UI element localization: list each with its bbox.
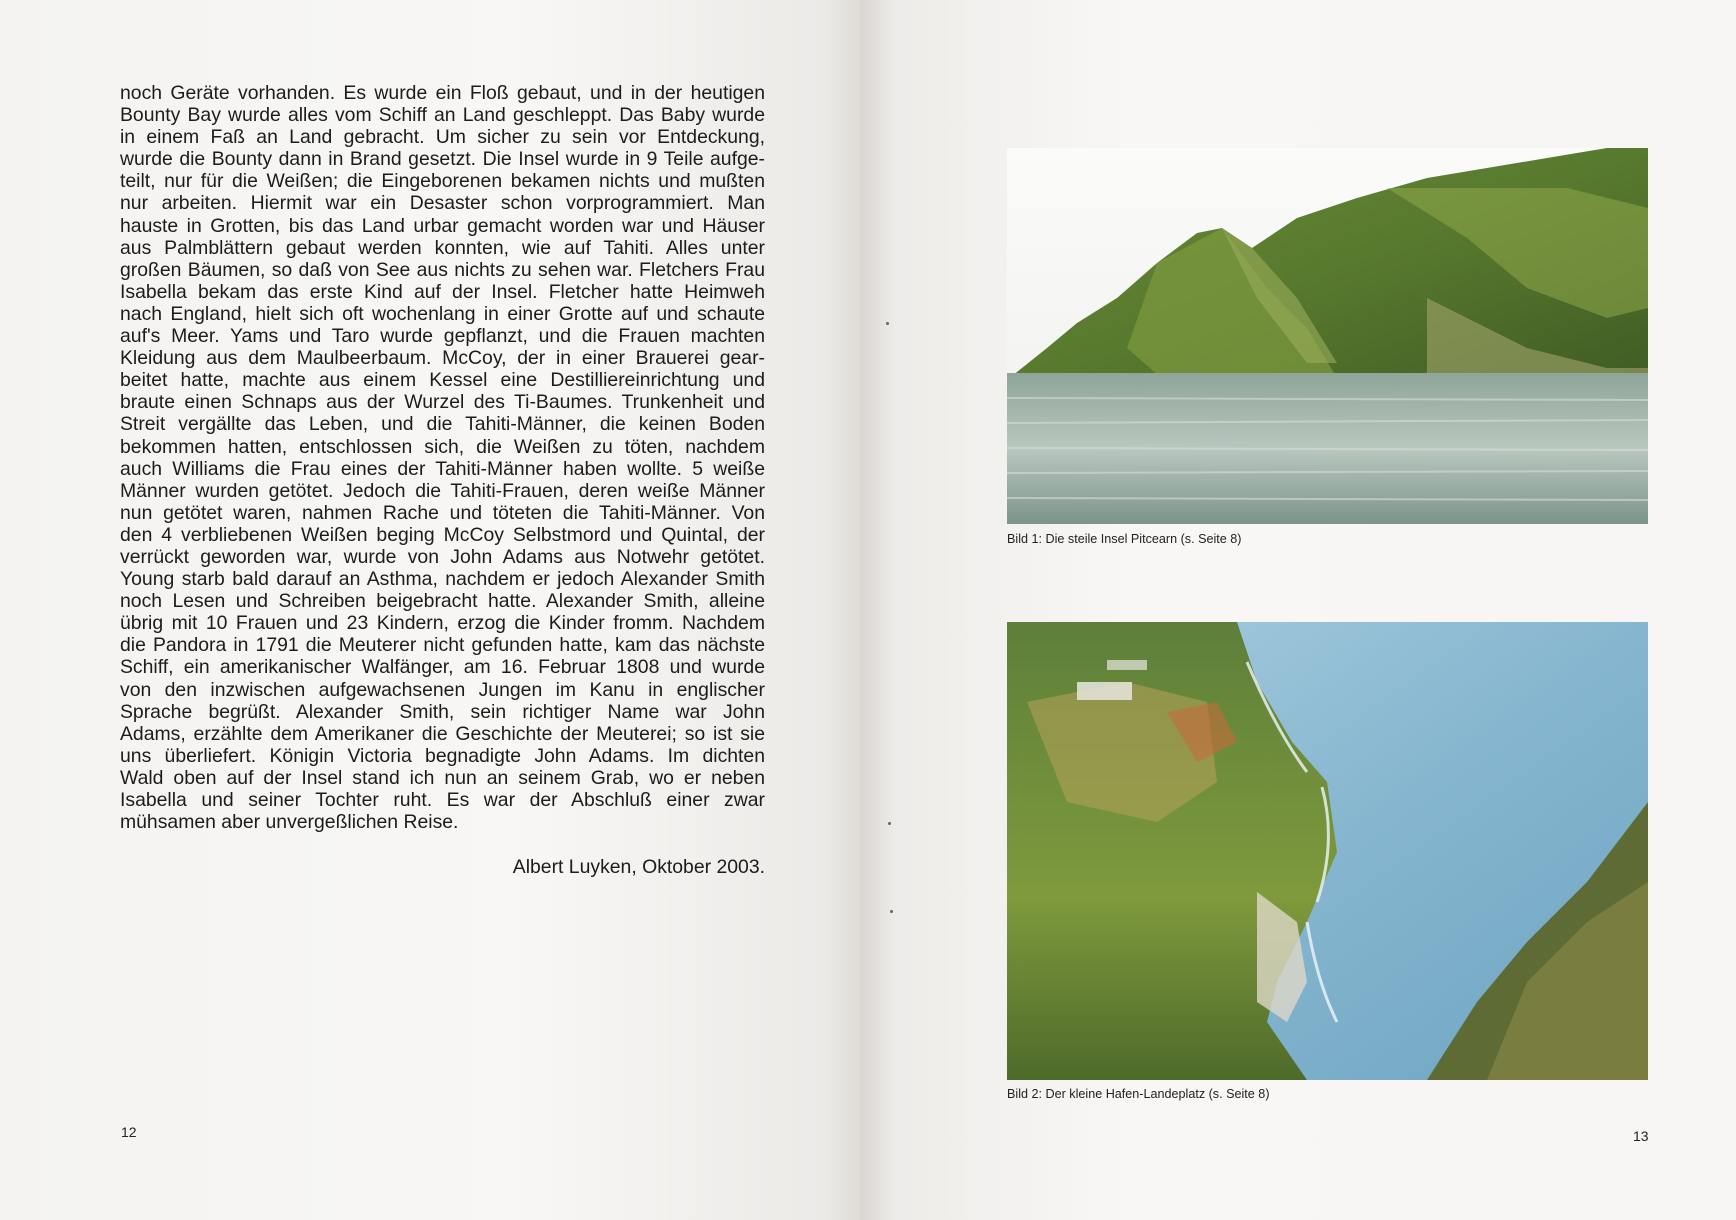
text-line: auf's Meer. Yams und Taro wurde gepflanzt, und die Frauen machten xyxy=(120,325,765,348)
figure-harbour-photo xyxy=(1007,622,1648,1080)
text-line: Männer wurden getötet. Jedoch die Tahiti-Frauen, deren weiße Männer xyxy=(120,479,765,502)
text-line: Isabella und seiner Tochter ruht. Es war der Abschluß einer zwar xyxy=(120,789,765,811)
text-line: hauste in Grotten, bis das Land urbar gemacht worden war und Häuser xyxy=(120,214,765,237)
text-line: bekommen hatten, entschlossen sich, die Weißen zu töten, nachdem xyxy=(120,435,765,458)
text-line: Schiff, ein amerikanischer Walfänger, am 16. Februar 1808 und wurde xyxy=(120,656,765,679)
text-line: verrückt geworden war, wurde von John Adams aus Notwehr getötet. xyxy=(120,545,765,568)
text-line: braute einen Schnaps aus der Wurzel des Ti-Baumes. Trunkenheit und xyxy=(120,391,765,414)
signature: Albert Luyken, Oktober 2003. xyxy=(512,856,765,878)
text-line: von den inzwischen aufgewachsenen Jungen im Kanu in englischer xyxy=(120,678,765,701)
text-line: wurde die Bounty dann in Brand gesetzt. Die Insel wurde in 9 Teile aufge- xyxy=(120,148,765,171)
text-line: auch Williams die Frau eines der Tahiti-Männer haben wollte. 5 weiße xyxy=(120,457,765,480)
text-line: teilt, nur für die Weißen; die Eingeborenen bekamen nichts und mußten xyxy=(120,170,765,193)
text-line: Sprache begrüßt. Alexander Smith, sein richtiger Name war John xyxy=(120,700,765,723)
text-line: den 4 verbliebenen Weißen beging McCoy Selbstmord und Quintal, der xyxy=(120,523,765,546)
body-text xyxy=(120,82,765,833)
text-line: Adams, erzählte dem Amerikaner die Geschichte der Meuterei; so ist sie xyxy=(120,722,765,745)
text-line: Streit vergällte das Leben, und die Tahiti-Männer, die keinen Boden xyxy=(120,413,765,436)
text-line: nun getötet waren, nahmen Rache und töteten die Tahiti-Männer. Von xyxy=(120,501,765,524)
text-line: Isabella bekam das erste Kind auf der Insel. Fletcher hatte Heimweh xyxy=(120,280,765,303)
text-line: uns überliefert. Königin Victoria begnadigte John Adams. Im dichten xyxy=(120,744,765,767)
page-number-left: 12 xyxy=(121,1124,137,1140)
figure1-caption: Bild 1: Die steile Insel Pitcearn (s. Seite 8) xyxy=(1007,532,1242,546)
text-line: Young starb bald darauf an Asthma, nachdem er jedoch Alexander Smith xyxy=(120,568,765,591)
text-line: mühsamen aber unvergeßlichen Reise. xyxy=(120,811,459,834)
text-line: in einem Faß an Land gebracht. Um sicher zu sein vor Entdeckung, xyxy=(120,126,765,149)
text-line: beitet hatte, machte aus einem Kessel eine Destilliereinrichtung und xyxy=(120,369,765,392)
text-line: die Pandora in 1791 die Meuterer nicht gefunden hatte, kam das nächste xyxy=(120,634,765,657)
text-line: übrig mit 10 Frauen und 23 Kindern, erzog die Kinder fromm. Nachdem xyxy=(120,612,765,635)
scan-speck xyxy=(886,322,889,325)
figure2-caption: Bild 2: Der kleine Hafen-Landeplatz (s. Seite 8) xyxy=(1007,1087,1270,1101)
scan-speck xyxy=(888,822,891,825)
scan-speck xyxy=(890,910,893,913)
page-number-right: 13 xyxy=(1633,1128,1649,1144)
text-line: aus Palmblättern gebaut werden konnten, wie auf Tahiti. Alles unter xyxy=(120,236,765,259)
text-line: Kleidung aus dem Maulbeerbaum. McCoy, der in einer Brauerei gear- xyxy=(120,347,765,370)
figure-island-photo xyxy=(1007,148,1648,524)
text-line: großen Bäumen, so daß von See aus nichts zu sehen war. Fletchers Frau xyxy=(120,258,765,281)
text-line: noch Geräte vorhanden. Es wurde ein Floß gebaut, und in der heutigen xyxy=(120,82,765,104)
text-line: Bounty Bay wurde alles vom Schiff an Land geschleppt. Das Baby wurde xyxy=(120,104,765,127)
text-line: Wald oben auf der Insel stand ich nun an seinem Grab, wo er neben xyxy=(120,766,765,789)
left-page xyxy=(0,0,860,1220)
text-line: nach England, hielt sich oft wochenlang in einer Grotte auf und schaute xyxy=(120,302,765,325)
text-line: noch Lesen und Schreiben beigebracht hatte. Alexander Smith, alleine xyxy=(120,590,765,613)
text-line: nur arbeiten. Hiermit war ein Desaster schon vorprogrammiert. Man xyxy=(120,192,765,215)
